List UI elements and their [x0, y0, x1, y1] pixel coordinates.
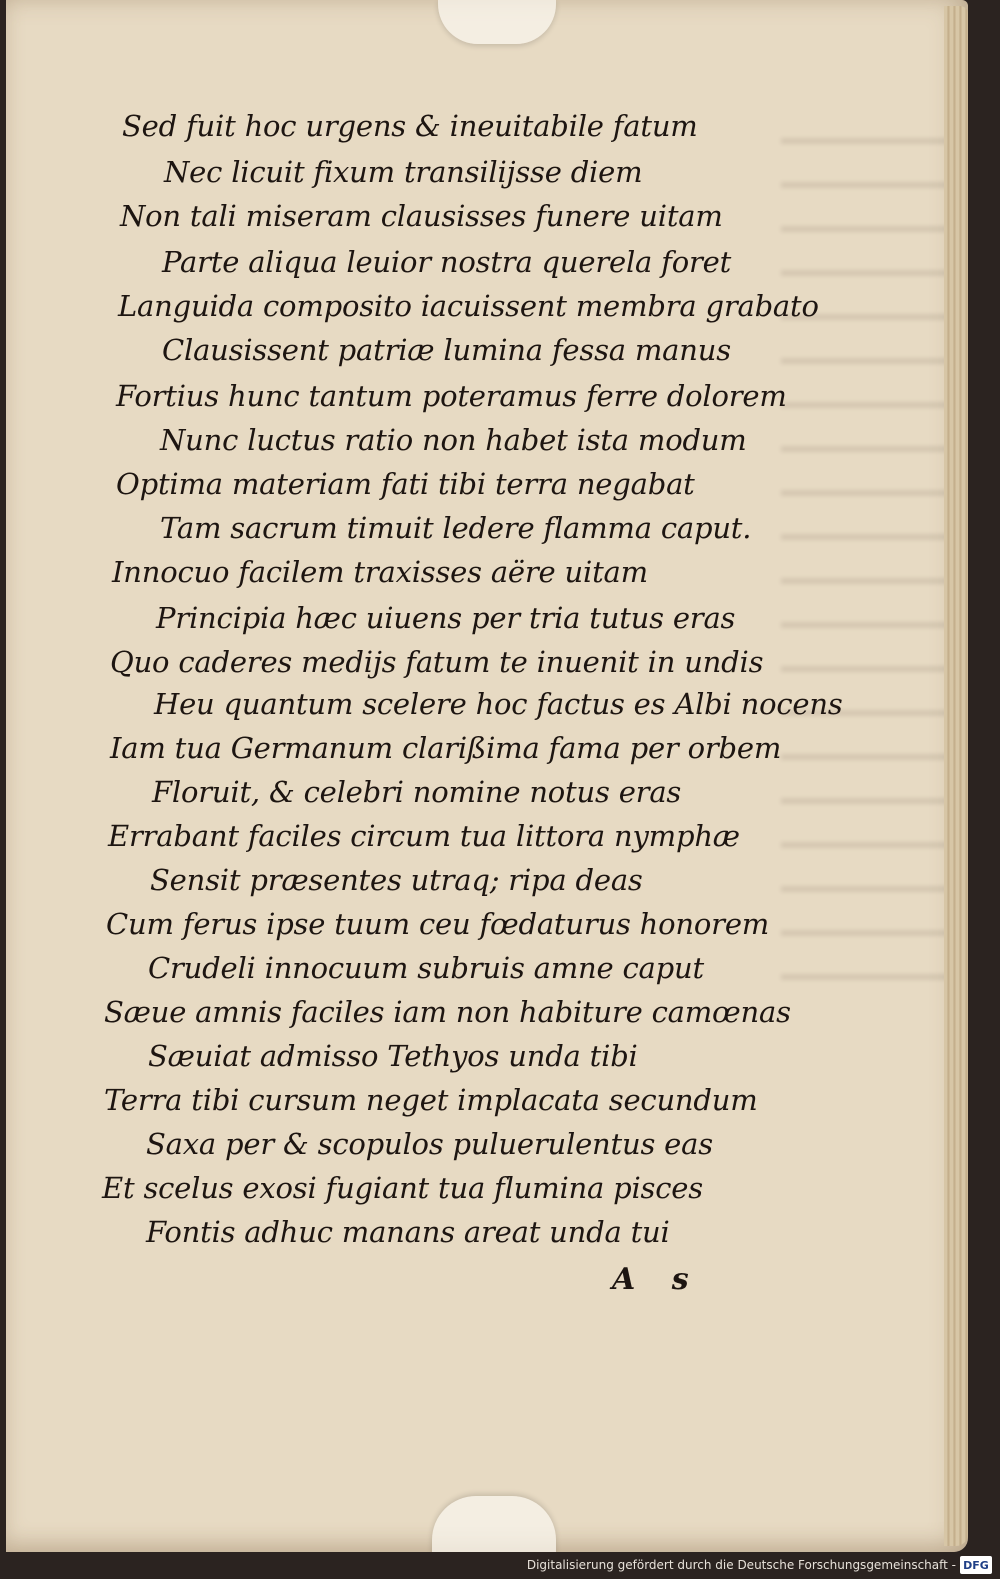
top-page-clip [438, 0, 556, 44]
poem-line: Tam sacrum timuit ledere flamma caput. [160, 511, 752, 545]
poem-line: Sæuiat admisso Tethyos unda tibi [148, 1039, 638, 1073]
poem-line: Parte aliqua leuior nostra querela foret [162, 245, 732, 279]
poem-line: Heu quantum scelere hoc factus es Albi nocens [154, 687, 843, 721]
poem-line: Saxa per & scopulos puluerulentus eas [146, 1127, 713, 1161]
poem-line: Floruit, & celebri nomine notus eras [152, 775, 682, 809]
poem-line: Cum ferus ipse tuum ceu fœdaturus honorem [106, 907, 770, 941]
poem-line: Quo caderes medijs fatum te inuenit in undis [110, 645, 764, 679]
signature-mark: A s [612, 1262, 689, 1297]
dfg-logo-icon: DFG [960, 1556, 992, 1574]
poem-line: Sed fuit hoc urgens & ineuitabile fatum [122, 109, 698, 143]
poem-line: Sæue amnis faciles iam non habiture camœnas [104, 995, 791, 1029]
poem-line: Et scelus exosi fugiant tua flumina pisces [102, 1171, 703, 1205]
show-through-text [781, 110, 951, 1010]
poem-line: Nunc luctus ratio non habet ista modum [160, 423, 747, 457]
poem-line: Innocuo facilem traxisses aëre uitam [112, 555, 648, 589]
poem-line: Errabant faciles circum tua littora nymphæ [108, 819, 740, 853]
poem-line: Terra tibi cursum neget implacata secundum [104, 1083, 758, 1117]
poem-line: Sensit præsentes utraq; ripa deas [150, 863, 643, 897]
footer-bar [0, 1552, 1000, 1579]
page-edges [944, 6, 968, 1546]
poem-line: Nec licuit fixum transilijsse diem [164, 155, 643, 189]
poem-line: Optima materiam fati tibi terra negabat [116, 467, 695, 501]
bottom-page-clip [432, 1496, 556, 1552]
poem-line: Iam tua Germanum clarißima fama per orbem [110, 731, 782, 765]
poem-line: Non tali miseram clausisses funere uitam [120, 199, 723, 233]
book-page [6, 0, 968, 1552]
funding-notice: Digitalisierung gefördert durch die Deutsche Forschungsgemeinschaft - [526, 1558, 956, 1572]
poem-line: Fortius hunc tantum poteramus ferre dolorem [116, 379, 787, 413]
poem-line: Languida composito iacuissent membra grabato [118, 289, 819, 323]
poem-line: Clausissent patriæ lumina fessa manus [162, 333, 731, 367]
poem-line: Principia hæc uiuens per tria tutus eras [156, 601, 736, 635]
poem-line: Crudeli innocuum subruis amne caput [148, 951, 704, 985]
poem-line: Fontis adhuc manans areat unda tui [146, 1215, 670, 1249]
